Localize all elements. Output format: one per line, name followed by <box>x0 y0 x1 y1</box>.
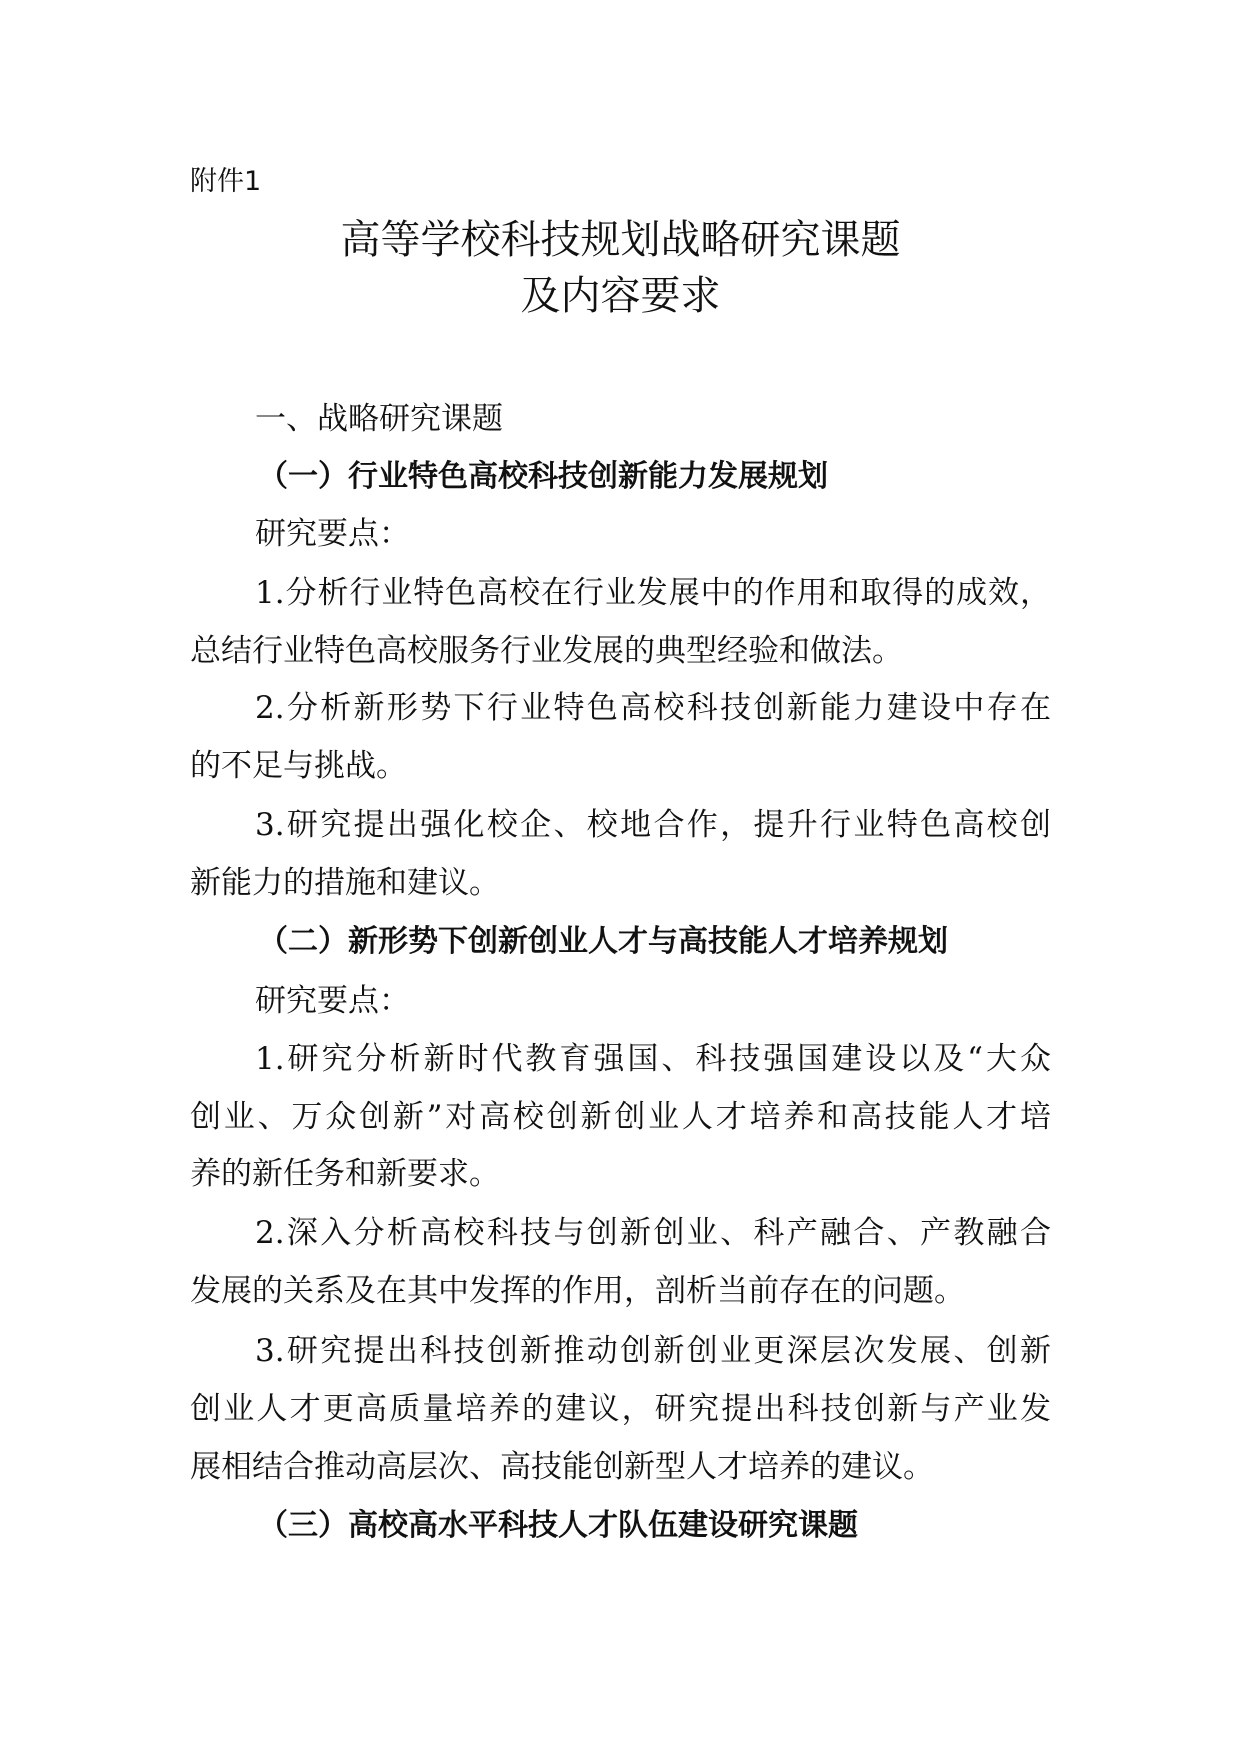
paragraph-line: 展相结合推动高层次、高技能创新型人才培养的建议。 <box>190 1449 934 1485</box>
paragraph-line: 创业人才更高质量培养的建议，研究提出科技创新与产业发 <box>190 1391 1051 1427</box>
document-title-line1: 高等学校科技规划战略研究课题 <box>340 217 901 263</box>
paragraph-line: 1.分析行业特色高校在行业发展中的作用和取得的成效， <box>255 575 1051 611</box>
points-label: 研究要点： <box>255 983 410 1019</box>
paragraph-line: 2.深入分析高校科技与创新创业、科产融合、产教融合 <box>255 1215 1051 1251</box>
topic-heading: （一）行业特色高校科技创新能力发展规划 <box>258 459 828 494</box>
paragraph-line: 2.分析新形势下行业特色高校科技创新能力建设中存在 <box>255 690 1051 726</box>
paragraph-line: 3.研究提出强化校企、校地合作，提升行业特色高校创 <box>255 807 1051 843</box>
topic-heading: （三）高校高水平科技人才队伍建设研究课题 <box>258 1508 858 1543</box>
paragraph-line: 的不足与挑战。 <box>190 748 407 784</box>
paragraph-line: 1.研究分析新时代教育强国、科技强国建设以及“大众 <box>255 1041 1051 1077</box>
paragraph-line: 总结行业特色高校服务行业发展的典型经验和做法。 <box>190 633 903 669</box>
topic-heading: （二）新形势下创新创业人才与高技能人才培养规划 <box>258 924 948 959</box>
document-title-line2: 及内容要求 <box>520 273 721 319</box>
paragraph-line: 3.研究提出科技创新推动创新创业更深层次发展、创新 <box>255 1333 1051 1369</box>
paragraph-line: 创业、万众创新”对高校创新创业人才培养和高技能人才培 <box>190 1099 1051 1135</box>
annex-label: 附件1 <box>190 166 262 197</box>
paragraph-line: 发展的关系及在其中发挥的作用，剖析当前存在的问题。 <box>190 1273 965 1309</box>
paragraph-line: 养的新任务和新要求。 <box>190 1156 500 1192</box>
points-label: 研究要点： <box>255 516 410 552</box>
section-heading: 一、战略研究课题 <box>255 401 503 437</box>
paragraph-line: 新能力的措施和建议。 <box>190 865 500 901</box>
